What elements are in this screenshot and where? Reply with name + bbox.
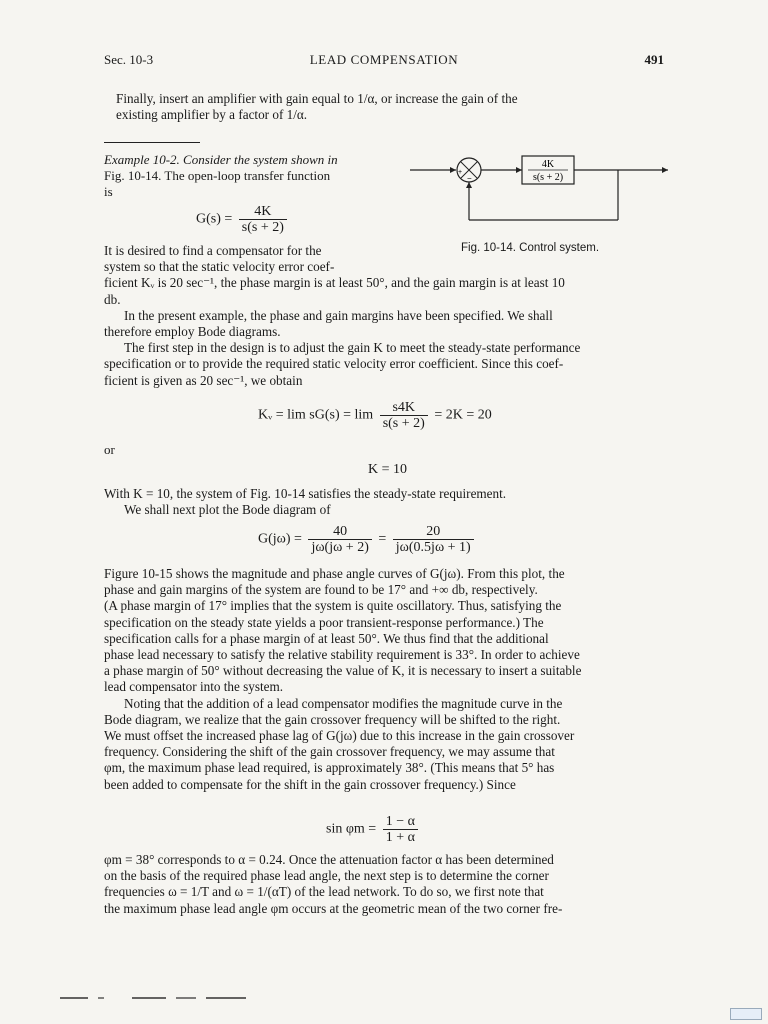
equation-lhs: G(s) = — [196, 211, 233, 227]
text-line: frequencies ω = 1/T and ω = 1/(αT) of the lead network. To do so, we first note that — [104, 884, 544, 900]
max-phase-lead-equation — [326, 814, 421, 845]
text-line: phase lead necessary to satisfy the relative stability requirement is 33°. In order to achieve — [104, 647, 580, 663]
text-line: phase and gain margins of the system are found to be 17° and +∞ db, respectively. — [104, 582, 538, 598]
numerator: 20 — [393, 524, 474, 540]
block-numerator: 4K — [541, 159, 555, 170]
text-line: ficient is given as 20 sec⁻¹, we obtain — [104, 372, 303, 388]
text-line: We shall next plot the Bode diagram of — [124, 502, 331, 518]
equation-rhs: = 2K = 20 — [434, 407, 492, 423]
arrow-head — [450, 167, 456, 173]
text-line: specification on the steady state yields a poor transient-response performance.) The — [104, 614, 544, 630]
scanner-watermark-logo — [730, 1008, 762, 1020]
text-line: We must offset the increased phase lag of G(jω) due to this increase in the gain crossover — [104, 728, 575, 744]
velocity-constant-equation — [258, 400, 492, 431]
numerator: 40 — [308, 524, 371, 540]
equation-lhs: Kᵥ = lim sG(s) = lim — [258, 407, 374, 423]
text-line: With K = 10, the system of Fig. 10-14 satisfies the steady-state requirement. — [104, 486, 507, 501]
text-line: lead compensator into the system. — [104, 679, 284, 695]
control-system-diagram — [410, 148, 670, 244]
chapter-title: LEAD COMPENSATION — [309, 52, 459, 67]
denominator: s(s + 2) — [382, 416, 425, 431]
minus-sign: − — [467, 174, 472, 183]
transfer-function-equation — [196, 204, 290, 235]
text-line: been added to compensate for the shift in the gain crossover frequency.) Since — [104, 776, 516, 792]
example-paragraph — [104, 152, 394, 200]
text-line: (A phase margin of 17° implies that the system is quite oscillatory. Thus, satisfying the — [104, 598, 562, 614]
scan-artifact-marks — [36, 996, 276, 1000]
numerator: 4K — [239, 204, 287, 220]
text-line: is — [104, 184, 113, 199]
example-divider — [104, 142, 200, 143]
fraction — [393, 524, 474, 555]
equation-lhs: G(jω) = — [258, 531, 302, 547]
page-number: 491 — [644, 52, 664, 67]
text-line: a phase margin of 50° without decreasing the value of K, it is necessary to insert a suitable — [104, 663, 582, 679]
text-line: Bode diagram, we realize that the gain crossover frequency will be shifted to the right. — [104, 711, 561, 727]
body-paragraph — [104, 566, 664, 793]
frequency-response-equation — [258, 524, 477, 555]
denominator: s(s + 2) — [241, 220, 284, 235]
intro-paragraph — [104, 91, 664, 123]
denominator: 1 + α — [385, 830, 415, 845]
text-line: existing amplifier by a factor of 1/α. — [116, 107, 308, 123]
text-line: In the present example, the phase and gain margins have been specified. We shall — [124, 307, 553, 323]
text-line: db. — [104, 291, 121, 307]
text-line: therefore employ Bode diagrams. — [104, 324, 281, 340]
denominator: jω(0.5jω + 1) — [395, 540, 471, 555]
fraction — [380, 400, 428, 431]
text-line: Noting that the addition of a lead compensator modifies the magnitude curve in the — [124, 695, 563, 711]
gain-equation: K = 10 — [368, 462, 408, 477]
text-line: system so that the static velocity error coef- — [104, 259, 335, 275]
text-line: φm, the maximum phase lead required, is approximately 38°. (This means that 5° has — [104, 760, 555, 776]
text-line: It is desired to find a compensator for the — [104, 243, 322, 258]
numerator: 1 − α — [383, 814, 418, 830]
arrow-head — [662, 167, 668, 173]
equals-sign: = — [378, 531, 387, 547]
fraction — [239, 204, 287, 235]
text-line: specification calls for a phase margin of at least 50°. We thus find that the additional — [104, 630, 549, 646]
text-line: φm = 38° corresponds to α = 0.24. Once the attenuation factor α has been determined — [104, 852, 554, 867]
or-label: or — [104, 442, 115, 457]
figure-caption: Fig. 10-14. Control system. — [461, 242, 600, 254]
body-paragraph — [104, 486, 664, 518]
text-line: the maximum phase lead angle φm occurs at the geometric mean of the two corner fre- — [104, 900, 563, 916]
equation-lhs: sin φm = — [326, 821, 377, 837]
body-paragraph — [104, 852, 664, 917]
body-paragraph — [104, 243, 664, 389]
text-line: The first step in the design is to adjust the gain K to meet the steady-state performance — [124, 340, 581, 356]
arrow-head — [516, 167, 522, 173]
text-line: on the basis of the required phase lead angle, the next step is to determine the corner — [104, 868, 549, 884]
text-line: frequency. Considering the shift of the gain crossover frequency, we may assume that — [104, 744, 555, 760]
page-header — [104, 52, 664, 72]
text-line: Fig. 10-14. The open-loop transfer function — [104, 168, 331, 183]
text-line: Example 10-2. Consider the system shown in — [104, 152, 338, 167]
numerator: s4K — [380, 400, 428, 416]
section-label: Sec. 10-3 — [104, 52, 154, 67]
block-denominator: s(s + 2) — [532, 172, 564, 183]
text-line: Figure 10-15 shows the magnitude and phase angle curves of G(jω). From this plot, the — [104, 566, 565, 581]
text-line: ficient Kᵥ is 20 sec⁻¹, the phase margin is at least 50°, and the gain margin is at least 10 — [104, 275, 565, 291]
fraction — [308, 524, 371, 555]
denominator: jω(jω + 2) — [311, 540, 369, 555]
fraction — [383, 814, 418, 845]
plus-sign: + — [458, 169, 463, 176]
text-line: specification or to provide the required static velocity error coefficient. Since this coef- — [104, 356, 564, 372]
text-line: Finally, insert an amplifier with gain equal to 1/α, or increase the gain of the — [116, 91, 518, 106]
